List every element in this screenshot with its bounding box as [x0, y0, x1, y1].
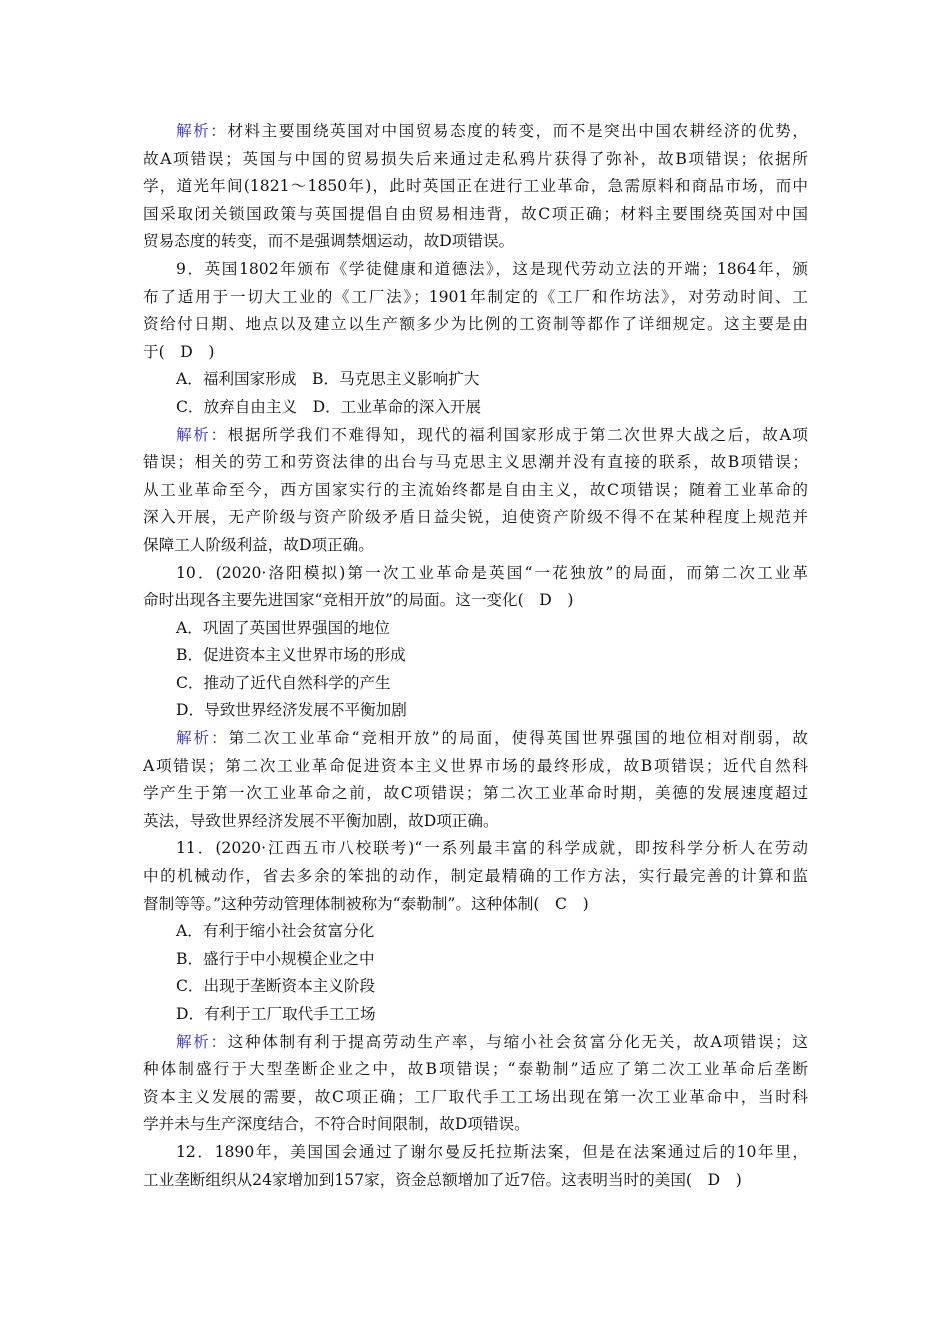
line-text: C．出现于垄断资本主义阶段 [176, 977, 376, 996]
analysis-line [143, 725, 808, 753]
line-text: A．巩固了英国世界强国的地位 [176, 618, 390, 637]
line-text: B．促进资本主义世界市场的形成 [176, 646, 406, 665]
answer-option-line [143, 973, 808, 1001]
analysis-line [143, 422, 808, 450]
line-text: C．推动了近代自然科学的产生 [176, 673, 391, 692]
question-line [143, 835, 808, 863]
line-text: 10．(2020·洛阳模拟)第一次工业革命是英国“一花独放”的局面，而第二次工业革 [176, 563, 808, 582]
answer-option-line [143, 642, 808, 670]
question-line [143, 1139, 808, 1167]
analysis-line [143, 228, 808, 256]
line-text: D．有利于工厂取代手工工场 [176, 1005, 376, 1023]
analysis-line [143, 449, 808, 477]
line-text: A．福利国家形成 B．马克思主义影响扩大 [176, 370, 480, 389]
line-text: 学产生于第一次工业革命之前，故C项错误；第二次工业革命时期，美德的发展速度超过 [143, 784, 808, 803]
analysis-line [143, 1111, 808, 1139]
analysis-line [143, 808, 808, 836]
analysis-line [143, 753, 808, 781]
analysis-label: 解析： [176, 729, 229, 748]
line-text: 于( D ) [143, 342, 215, 361]
analysis-line [143, 504, 808, 532]
line-text: 种体制盛行于大型垄断企业之中，故B项错误；“泰勒制”适应了第二次工业革命后垄断 [143, 1060, 808, 1079]
line-text: 命时出现各主要先进国家“竞相开放”的局面。这一变化( D ) [143, 591, 574, 610]
line-text: 贸易态度的转变，而不是强调禁烟运动，故D项错误。 [143, 232, 515, 251]
line-text: A项错误；第二次工业革命促进资本主义世界市场的最终形成，故B项错误；近代自然科 [143, 756, 808, 775]
analysis-line [143, 1056, 808, 1084]
analysis-label: 解析： [176, 122, 228, 140]
line-text: 督制等等。”这种劳动管理体制被称为“泰勒制”。这种体制( C ) [143, 894, 589, 913]
line-text: 保障工人阶级利益，故D项正确。 [143, 535, 374, 554]
line-text: 学，道光年间(1821～1850年)，此时英国正在进行工业革命，急需原料和商品市场，而中 [143, 177, 808, 196]
line-text: 资本主义发展的需要，故C项正确；工厂取代手工工场出现在第一次工业革命中，当时科 [143, 1087, 808, 1106]
question-line [143, 587, 808, 615]
line-text: 学并未与生产深度结合，不符合时间限制，故D项错误。 [143, 1115, 530, 1134]
answer-option-line [143, 918, 808, 946]
line-text: 布了适用于一切大工业的《工厂法》；1901年制定的《工厂和作坊法》，对劳动时间、工 [143, 287, 808, 306]
line-text: B．盛行于中小规模企业之中 [176, 949, 375, 968]
question-line [143, 256, 808, 284]
document-body [143, 118, 808, 1194]
analysis-line [143, 173, 808, 201]
line-text: 中的机械动作，省去多余的笨拙的动作，制定最精确的工作方法，实行最完善的计算和监 [143, 867, 808, 886]
line-text: 根据所学我们不难得知，现代的福利国家形成于第二次世界大战之后，故A项 [227, 425, 808, 444]
line-text: C．放弃自由主义 D．工业革命的深入开展 [176, 397, 482, 416]
line-text: 工业垄断组织从24家增加到157家，资金总额增加了近7倍。这表明当时的美国( D ) [143, 1170, 742, 1189]
answer-option-line [143, 670, 808, 698]
answer-option-line [143, 615, 808, 643]
analysis-line [143, 1084, 808, 1112]
question-line [143, 560, 808, 588]
analysis-line [143, 201, 808, 229]
analysis-label: 解析： [176, 1032, 228, 1051]
line-text: 错误；相关的劳工和劳资法律的出台与马克思主义思潮并没有直接的联系，故B项错误； [143, 453, 808, 472]
line-text: 国采取闭关锁国政策与英国提倡自由贸易相违背，故C项正确；材料主要围绕英国对中国 [143, 204, 808, 223]
question-line [143, 311, 808, 339]
line-text: 深入开展，无产阶级与资产阶级矛盾日益尖锐，迫使资产阶级不得不在某种程度上规范并 [143, 508, 808, 527]
question-line [143, 339, 808, 367]
question-line [143, 891, 808, 919]
analysis-label: 解析： [176, 425, 228, 444]
line-text: 英法，导致世界经济发展不平衡加剧，故D项正确。 [143, 811, 499, 830]
analysis-line [143, 477, 808, 505]
analysis-line [143, 146, 808, 174]
analysis-line [143, 532, 808, 560]
line-text: 12．1890年，美国国会通过了谢尔曼反托拉斯法案，但是在法案通过后的10年里， [176, 1142, 808, 1161]
question-line [143, 863, 808, 891]
question-line [143, 284, 808, 312]
line-text: 这种体制有利于提高劳动生产率，与缩小社会贫富分化无关，故A项错误；这 [227, 1032, 808, 1051]
analysis-line [143, 118, 808, 146]
analysis-line [143, 780, 808, 808]
line-text: 11．(2020·江西五市八校联考)“一系列最丰富的科学成就，即按科学分析人在劳动 [176, 839, 808, 858]
line-text: 从工业革命至今，西方国家实行的主流始终都是自由主义，故C项错误；随着工业革命的 [143, 480, 808, 499]
line-text: A．有利于缩小社会贫富分化 [176, 922, 375, 941]
line-text: 第二次工业革命“竞相开放”的局面，使得英国世界强国的地位相对削弱，故 [228, 729, 808, 748]
answer-option-line [143, 1001, 808, 1029]
analysis-line [143, 1029, 808, 1057]
line-text: D．导致世界经济发展不平衡加剧 [176, 701, 407, 720]
answer-option-line [143, 394, 808, 422]
line-text: 材料主要围绕英国对中国贸易态度的转变，而不是突出中国农耕经济的优势， [227, 122, 808, 140]
answer-option-line [143, 697, 808, 725]
line-text: 9．英国1802年颁布《学徒健康和道德法》，这是现代劳动立法的开端；1864年，颁 [176, 259, 808, 278]
line-text: 资给付日期、地点以及建立以生产额多少为比例的工资制等都作了详细规定。这主要是由 [143, 315, 808, 334]
question-line [143, 1167, 808, 1195]
answer-option-line [143, 366, 808, 394]
answer-option-line [143, 946, 808, 974]
line-text: 故A项错误；英国与中国的贸易损失后来通过走私鸦片获得了弥补，故B项错误；依据所 [143, 149, 808, 168]
